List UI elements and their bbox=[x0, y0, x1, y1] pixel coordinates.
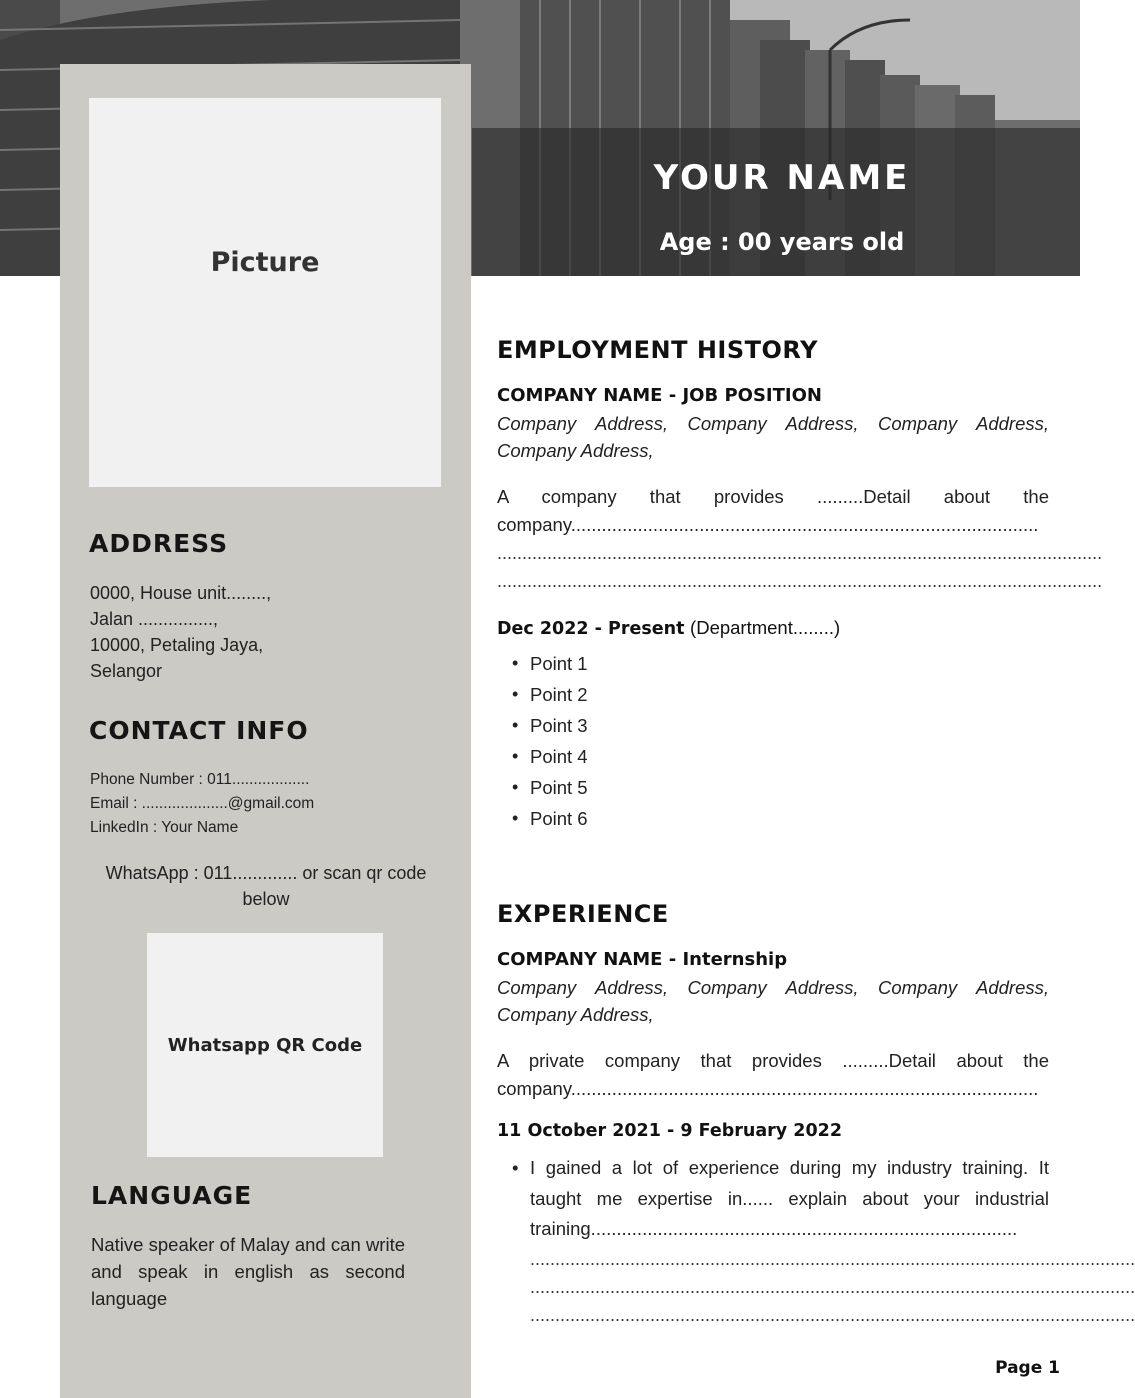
employment-address: Company Address, Company Address, Company Address, Company Address, bbox=[497, 413, 1049, 461]
address-line: 10000, Petaling Jaya, bbox=[90, 635, 264, 655]
employment-description: A company that provides .........Detail about the company........................................................................................... bbox=[497, 486, 1049, 535]
experience-date: 11 October 2021 - 9 February 2022 bbox=[497, 1121, 843, 1141]
employment-section bbox=[497, 336, 1103, 834]
employment-job-title bbox=[497, 385, 1049, 406]
list-item: • Point 6 bbox=[512, 803, 1049, 834]
dotted-line: ......................................................................................................................... bbox=[497, 543, 1103, 563]
experience-description: A private company that provides .........Detail about the company........................................................................................... bbox=[497, 1050, 1049, 1099]
name-heading: YOUR NAME bbox=[653, 158, 911, 198]
experience-section bbox=[497, 900, 1135, 1329]
company-name: COMPANY NAME bbox=[497, 385, 663, 406]
email-address: Email : ....................@gmail.com bbox=[90, 795, 315, 812]
whatsapp-text: WhatsApp : 011............. or scan qr code below bbox=[105, 863, 427, 909]
department: (Department........) bbox=[690, 617, 841, 638]
language-text: Native speaker of Malay and can write and speak in english as second language bbox=[91, 1234, 405, 1309]
address-heading: ADDRESS bbox=[89, 529, 229, 558]
list-item: • Point 1 bbox=[512, 648, 1049, 679]
date-end: Present bbox=[608, 619, 685, 639]
employment-heading: EMPLOYMENT HISTORY bbox=[497, 336, 818, 364]
employment-date bbox=[497, 617, 1049, 639]
address-line: Jalan ..............., bbox=[90, 609, 219, 629]
list-item: • Point 4 bbox=[512, 741, 1049, 772]
list-item: • Point 5 bbox=[512, 772, 1049, 803]
address-line: Selangor bbox=[90, 661, 163, 681]
title-separator: - bbox=[662, 385, 683, 406]
address-block bbox=[90, 580, 271, 684]
job-position: Internship bbox=[682, 949, 788, 970]
age-text: Age : 00 years old bbox=[659, 228, 905, 256]
profile-picture-placeholder bbox=[89, 98, 441, 487]
list-item: • Point 3 bbox=[512, 710, 1049, 741]
date-separator: - bbox=[588, 619, 609, 639]
company-name: COMPANY NAME bbox=[497, 949, 663, 970]
address-line: 0000, House unit........, bbox=[90, 583, 272, 603]
date-start: Dec 2022 bbox=[497, 619, 589, 639]
experience-job-title bbox=[497, 949, 1049, 970]
dotted-line: ......................................................................................................................... bbox=[497, 571, 1103, 591]
dotted-line: ......................................................................................................................... bbox=[530, 1276, 1135, 1297]
experience-bullet: • I gained a lot of experience during my industry training. It taught me expertise in...... explain about your industrial training................................................................................... bbox=[497, 1153, 1049, 1245]
contact-block bbox=[90, 768, 314, 840]
contact-heading: CONTACT INFO bbox=[89, 716, 309, 745]
picture-label: Picture bbox=[210, 247, 320, 278]
employment-points bbox=[497, 648, 1049, 834]
title-separator: - bbox=[662, 949, 683, 970]
qr-label: Whatsapp QR Code bbox=[167, 1034, 363, 1056]
language-heading: LANGUAGE bbox=[91, 1181, 253, 1210]
job-position: JOB POSITION bbox=[682, 385, 822, 406]
linkedin: LinkedIn : Your Name bbox=[90, 819, 239, 836]
page-number: Page 1 bbox=[995, 1358, 1060, 1378]
whatsapp-qr-placeholder bbox=[147, 933, 383, 1157]
experience-address: Company Address, Company Address, Company Address, Company Address, bbox=[497, 977, 1049, 1025]
dotted-line: ......................................................................................................................... bbox=[530, 1248, 1135, 1269]
list-item: • Point 2 bbox=[512, 679, 1049, 710]
dotted-line: ......................................................................................................................... bbox=[530, 1304, 1135, 1325]
experience-heading: EXPERIENCE bbox=[497, 900, 669, 928]
phone-number: Phone Number : 011.................. bbox=[90, 771, 310, 788]
